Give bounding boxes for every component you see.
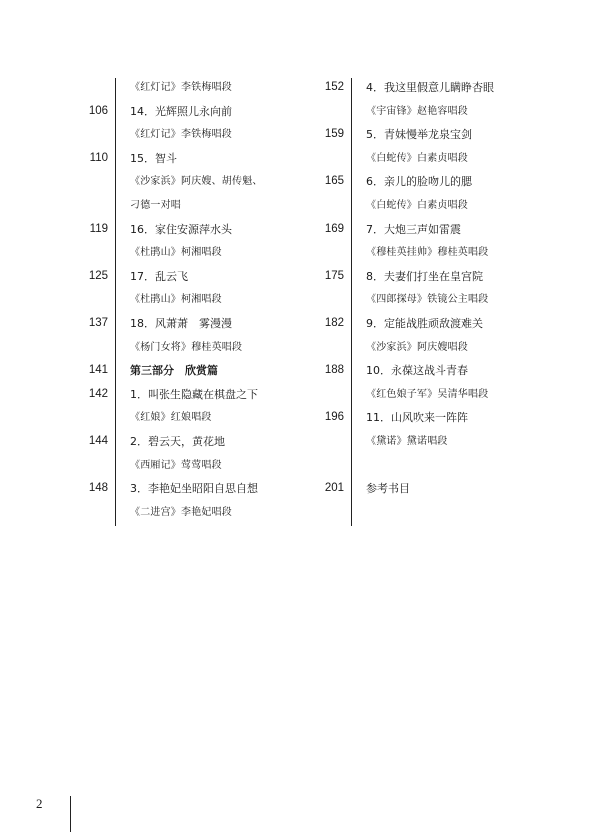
toc-entry-source: 《四郎探母》铁镜公主唱段: [366, 294, 489, 306]
toc-entry-title: 7．大炮三声如雷震: [366, 222, 461, 236]
toc-entry-title: 14．光辉照儿永向前: [130, 104, 232, 118]
toc-row: [80, 336, 310, 360]
toc-page-number: 196: [324, 411, 344, 424]
toc-row: [80, 312, 310, 336]
toc-page-number: 119: [89, 222, 108, 235]
toc-entry-source: 《二进宫》李艳妃唱段: [130, 506, 232, 518]
toc-row: [80, 265, 310, 289]
toc-row: [80, 454, 310, 478]
toc-row: [316, 218, 556, 242]
toc-entry-title: 1．叫张生隐藏在棋盘之下: [130, 387, 258, 401]
toc-entry-source: 刁德一对唱: [130, 199, 181, 211]
toc-row: [80, 241, 310, 265]
toc-entry-title: 8．夫妻们打坐在皇宫院: [366, 269, 483, 283]
toc-entry-source: 《杜鹃山》柯湘唱段: [130, 247, 222, 259]
toc-row: [80, 194, 310, 218]
toc-entry-source: 《白蛇传》白素贞唱段: [366, 152, 468, 164]
toc-page-number: 188: [324, 364, 344, 377]
toc-entry-title: 16．家住安源萍水头: [130, 222, 232, 236]
toc-row: [80, 147, 310, 171]
toc-row: [80, 383, 310, 407]
toc-row: [316, 288, 556, 312]
toc-row: [316, 359, 556, 383]
toc-entry-title: 参考书目: [366, 482, 410, 496]
footer-line: [70, 796, 71, 832]
toc-row: [80, 477, 310, 501]
toc-entry-source: 《红色娘子军》吴清华唱段: [366, 388, 489, 400]
toc-entry-title: 11．山风吹来一阵阵: [366, 411, 468, 425]
toc-entry-source: 《杜鹃山》柯湘唱段: [130, 294, 222, 306]
toc-page-number: 148: [88, 482, 108, 495]
toc-row: [316, 454, 556, 478]
toc-row: [316, 406, 556, 430]
toc-row: [80, 501, 310, 525]
toc-entry-source: 《沙家浜》阿庆嫂唱段: [366, 341, 468, 353]
toc-row: [80, 170, 310, 194]
toc-entry-title: 9．定能战胜顽敌渡难关: [366, 316, 483, 330]
toc-page-number: 110: [89, 151, 108, 164]
toc-row: [316, 170, 556, 194]
toc-entry-title: 17．乱云飞: [130, 269, 188, 283]
toc-entry-source: 《红灯记》李铁梅唱段: [130, 82, 232, 93]
toc-page-number: 144: [88, 434, 108, 447]
toc-entry-source: 《黛诺》黛诺唱段: [366, 435, 448, 447]
toc-row: [80, 288, 310, 312]
toc-entry-title: 4．我这里假意儿瞒睁杏眼: [366, 81, 494, 94]
toc-entry-title: 5．青妹慢举龙泉宝剑: [366, 128, 472, 142]
toc-row: [80, 406, 310, 430]
toc-page-number: 152: [324, 81, 344, 93]
toc-entry-title: 6．亲儿的脸吻儿的腮: [366, 175, 472, 189]
toc-row: [80, 76, 310, 100]
toc-section-title: 第三部分 欣赏篇: [130, 364, 218, 378]
toc-right-column: [316, 76, 556, 501]
toc-entry-title: 10．永葆这战斗青春: [366, 364, 468, 378]
toc-row: [316, 147, 556, 171]
toc-row: [80, 218, 310, 242]
toc-page-number: 175: [324, 269, 344, 282]
toc-page-number: 142: [88, 387, 108, 400]
toc-entry-title: 2．碧云天，黄花地: [130, 434, 225, 448]
toc-page-number: 106: [88, 104, 108, 117]
toc-row: [316, 194, 556, 218]
toc-row: [316, 76, 556, 100]
toc-entry-source: 《西厢记》莺莺唱段: [130, 459, 222, 471]
toc-row: [316, 477, 556, 501]
toc-page-number: 201: [324, 482, 344, 495]
toc-entry-title: 15．智斗: [130, 151, 177, 165]
toc-row: [316, 336, 556, 360]
toc-row: [316, 100, 556, 124]
toc-row: [316, 383, 556, 407]
toc-page-number: 169: [324, 222, 344, 235]
toc-entry-title: 18．风萧萧 雾漫漫: [130, 316, 232, 330]
toc-row: [316, 312, 556, 336]
toc-row: [80, 100, 310, 124]
toc-row: [316, 241, 556, 265]
toc-page-number: 141: [88, 364, 108, 377]
page-number: 2: [36, 796, 43, 811]
toc-row: [316, 123, 556, 147]
toc-row: [80, 359, 310, 383]
toc-page-number: 159: [324, 128, 344, 141]
toc-entry-source: 《红娘》红娘唱段: [130, 412, 212, 424]
toc-page-number: 182: [324, 316, 344, 329]
toc-row: [316, 430, 556, 454]
toc-left-column: [80, 76, 310, 524]
toc-entry-source: 《穆桂英挂帅》穆桂英唱段: [366, 247, 489, 259]
toc-row: [80, 430, 310, 454]
toc-entry-title: 3．李艳妃坐昭阳自思自想: [130, 482, 258, 496]
toc-entry-source: 《杨门女将》穆桂英唱段: [130, 341, 243, 353]
toc-page-number: 125: [88, 269, 108, 282]
toc-entry-source: 《沙家浜》阿庆嫂、胡传魁、: [130, 176, 263, 188]
toc-row: [80, 123, 310, 147]
toc-page-number: 165: [324, 175, 344, 188]
toc-entry-source: 《白蛇传》白素贞唱段: [366, 199, 468, 211]
toc-entry-source: 《宇宙锋》赵艳容唱段: [366, 105, 468, 117]
toc-row: [316, 265, 556, 289]
toc-entry-source: 《红灯记》李铁梅唱段: [130, 129, 232, 141]
toc-page-number: 137: [88, 316, 108, 329]
